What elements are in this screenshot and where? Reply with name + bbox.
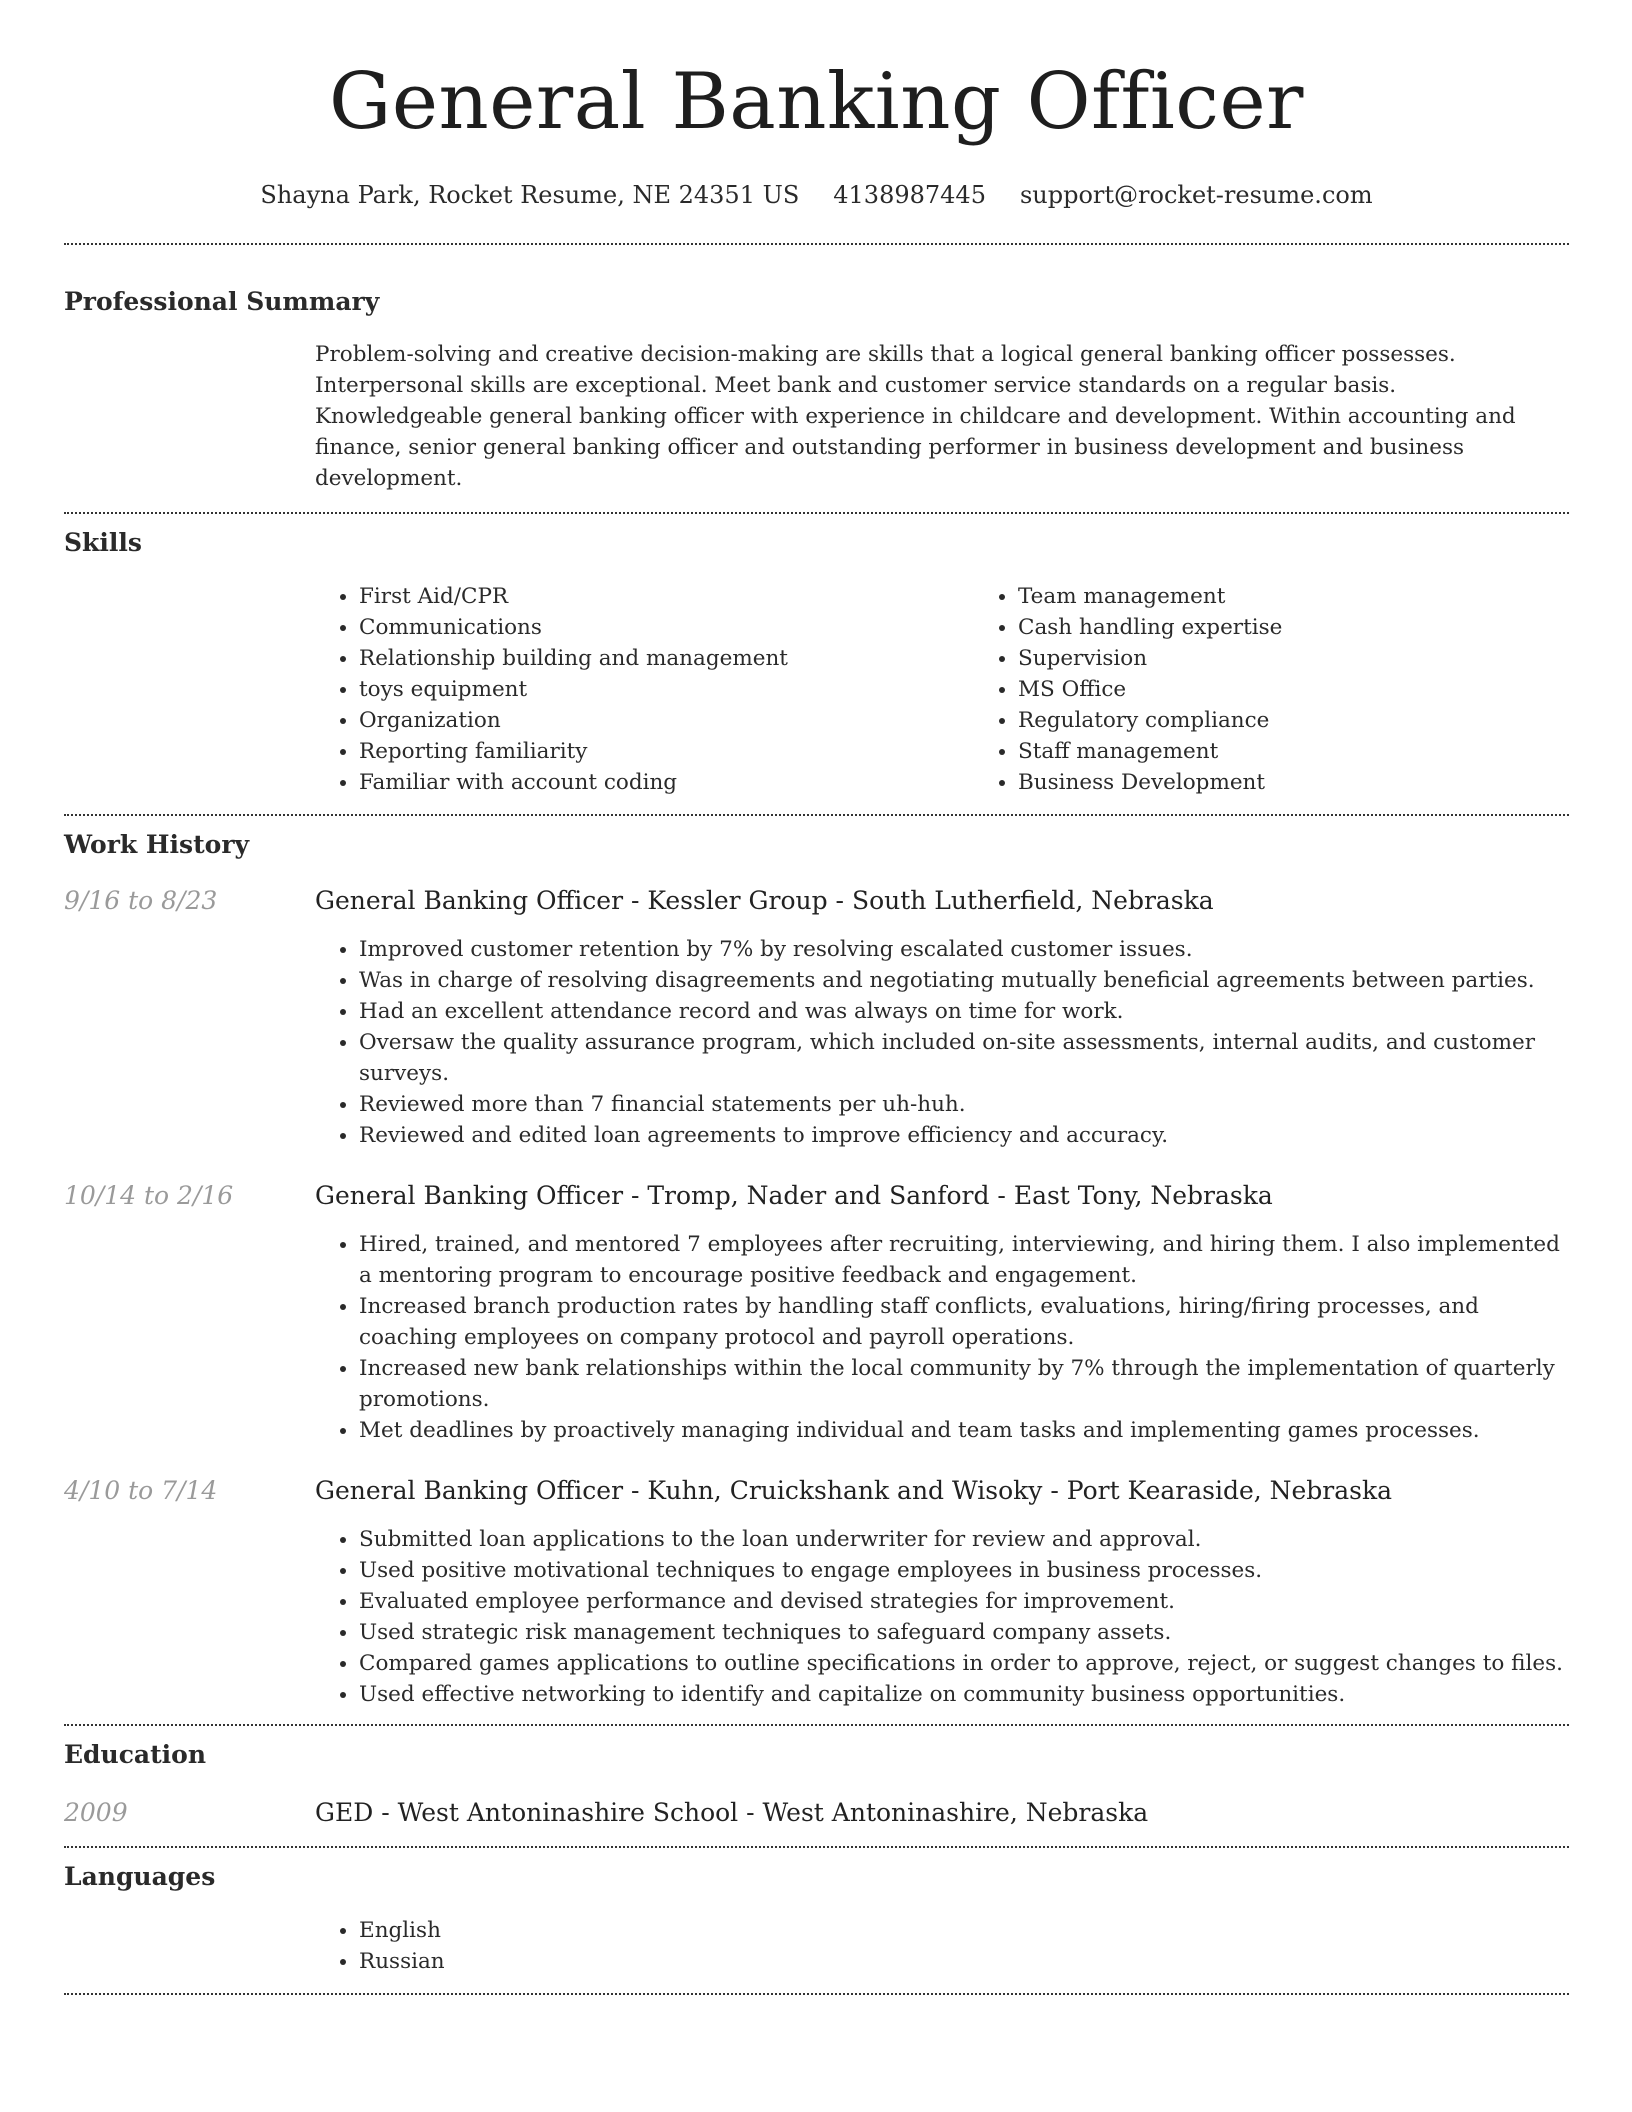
job-entry <box>64 884 1569 1151</box>
resume-page <box>64 0 1569 1995</box>
job-bullet: • Was in charge of resolving disagreements and negotiating mutually beneficial agreements between parties. <box>359 965 1569 996</box>
skills-list-right <box>974 581 1632 798</box>
skills-heading: Skills <box>64 528 142 557</box>
job-bullet: • Had an excellent attendance record and was always on time for work. <box>359 996 1569 1027</box>
contact-email: support@rocket-resume.com <box>1019 181 1373 209</box>
job-dates: 9/16 to 8/23 <box>64 886 218 915</box>
contact-address: Shayna Park, Rocket Resume, NE 24351 US <box>260 181 800 209</box>
language-item: • Russian <box>359 1946 1569 1977</box>
job-entry <box>64 1474 1569 1710</box>
skill-item: • Reporting familiarity <box>359 736 974 767</box>
education-heading: Education <box>64 1740 207 1769</box>
divider <box>64 1724 1569 1726</box>
language-item: • English <box>359 1915 1569 1946</box>
education-section <box>64 1738 1569 1830</box>
skill-item: • Regulatory compliance <box>1018 705 1632 736</box>
job-bullet: • Increased new bank relationships within the local community by 7% through the implementation of quarterly promotions. <box>359 1353 1569 1415</box>
skill-item: • Business Development <box>1018 767 1632 798</box>
job-dates: 10/14 to 2/16 <box>64 1181 234 1210</box>
job-bullet: • Increased branch production rates by handling staff conflicts, evaluations, hiring/firing processes, and coaching employees on company protocol and payroll operations. <box>359 1291 1569 1353</box>
divider <box>64 814 1569 816</box>
job-bullet: • Submitted loan applications to the loan underwriter for review and approval. <box>359 1524 1569 1555</box>
job-bullet: • Used strategic risk management techniques to safeguard company assets. <box>359 1617 1569 1648</box>
job-bullet: • Oversaw the quality assurance program, which included on-site assessments, internal audits, and customer surveys. <box>359 1027 1569 1089</box>
job-title: General Banking Officer - Tromp, Nader and Sanford - East Tony, Nebraska <box>315 1181 1273 1210</box>
job-bullet: • Used positive motivational techniques to engage employees in business processes. <box>359 1555 1569 1586</box>
job-bullet: • Improved customer retention by 7% by resolving escalated customer issues. <box>359 934 1569 965</box>
job-bullets <box>315 1524 1569 1710</box>
skill-item: • Relationship building and management <box>359 643 974 674</box>
job-bullet: • Reviewed and edited loan agreements to improve efficiency and accuracy. <box>359 1120 1569 1151</box>
education-year: 2009 <box>64 1798 128 1827</box>
education-entry: GED - West Antoninashire School - West Antoninashire, Nebraska <box>315 1798 1149 1827</box>
divider <box>64 512 1569 514</box>
job-bullet: • Hired, trained, and mentored 7 employees after recruiting, interviewing, and hiring them. I also implemented a mentoring program to encourage positive feedback and engagement. <box>359 1229 1569 1291</box>
skills-list-left <box>315 581 974 798</box>
languages-section <box>64 1860 1569 1977</box>
job-title: General Banking Officer - Kuhn, Cruickshank and Wisoky - Port Kearaside, Nebraska <box>315 1476 1393 1505</box>
job-bullet: • Met deadlines by proactively managing individual and team tasks and implementing games processes. <box>359 1415 1569 1446</box>
job-bullet: • Evaluated employee performance and devised strategies for improvement. <box>359 1586 1569 1617</box>
contact-phone: 4138987445 <box>833 181 986 209</box>
job-list <box>64 884 1569 1710</box>
job-bullet: • Compared games applications to outline specifications in order to approve, reject, or suggest changes to files. <box>359 1648 1569 1679</box>
job-entry <box>64 1179 1569 1446</box>
skills-section <box>64 526 1569 798</box>
summary-text: Problem-solving and creative decision-making are skills that a logical general banking officer possesses. Interpersonal skills are exceptional. Meet bank and customer service standards on a regular basis. Knowledgeable general banking officer with experience in childcare and development. Within accounting and finance, senior general banking officer and outstanding performer in business development and business development. <box>315 342 1516 491</box>
skill-item: • First Aid/CPR <box>359 581 974 612</box>
summary-heading: Professional Summary <box>64 287 380 316</box>
summary-section <box>64 285 1569 494</box>
work-heading: Work History <box>64 830 250 859</box>
job-dates: 4/10 to 7/14 <box>64 1476 218 1505</box>
skill-item: • Supervision <box>1018 643 1632 674</box>
languages-heading: Languages <box>64 1862 216 1891</box>
skill-item: • Communications <box>359 612 974 643</box>
job-bullets <box>315 1229 1569 1446</box>
job-bullet: • Reviewed more than 7 financial statements per uh-huh. <box>359 1089 1569 1120</box>
job-bullet: • Used effective networking to identify and capitalize on community business opportunities. <box>359 1679 1569 1710</box>
skill-item: • Staff management <box>1018 736 1632 767</box>
skill-item: • Familiar with account coding <box>359 767 974 798</box>
skill-item: • Organization <box>359 705 974 736</box>
skill-item: • Team management <box>1018 581 1632 612</box>
job-title: General Banking Officer - Kessler Group - South Lutherfield, Nebraska <box>315 886 1214 915</box>
divider <box>64 1846 1569 1848</box>
contact-line <box>64 178 1569 212</box>
skill-item: • toys equipment <box>359 674 974 705</box>
divider <box>64 243 1569 245</box>
divider <box>64 1993 1569 1995</box>
work-section <box>64 828 1569 1710</box>
skill-item: • Cash handling expertise <box>1018 612 1632 643</box>
skill-item: • MS Office <box>1018 674 1632 705</box>
languages-list <box>315 1915 1569 1977</box>
resume-title: General Banking Officer <box>329 57 1304 147</box>
job-bullets <box>315 934 1569 1151</box>
